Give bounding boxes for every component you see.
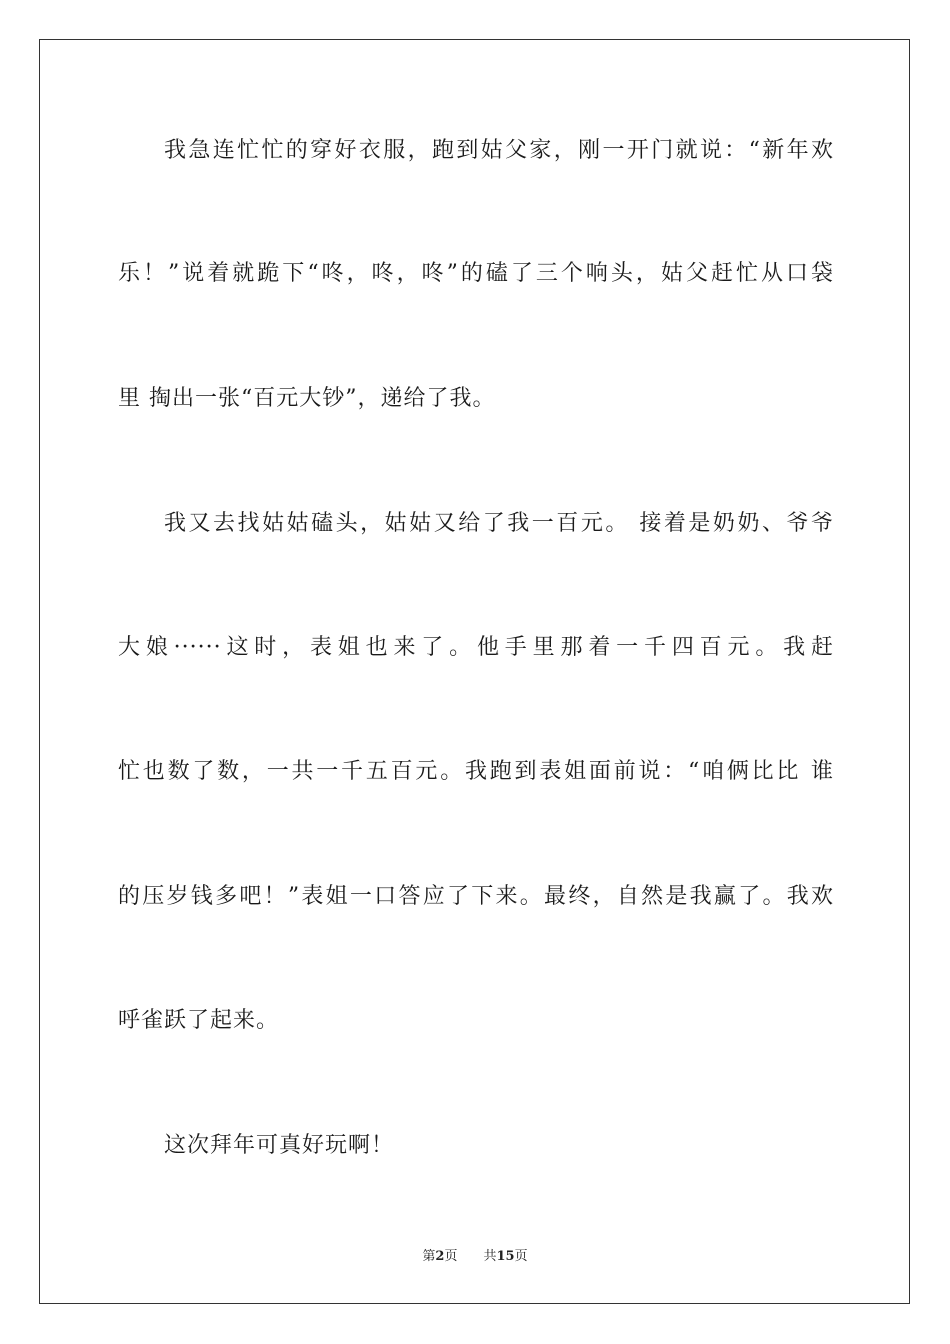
paragraph-2-line-2: 大娘······这时，表姐也来了。他手里那着一千四百元。我赶 xyxy=(118,635,834,660)
page-number: 2 xyxy=(435,1249,445,1264)
paragraph-2-line-4: 的压岁钱多吧！”表姐一口答应了下来。最终，自然是我赢了。我欢 xyxy=(118,884,834,909)
paragraph-1-line-2: 乐！”说着就跪下“咚，咚，咚”的磕了三个响头，姑父赶忙从口袋 xyxy=(118,261,834,286)
paragraph-2-line-5: 呼雀跃了起来。 xyxy=(118,1008,280,1033)
paragraph-2-line-1: 我又去找姑姑磕头，姑姑又给了我一百元。 接着是奶奶、爷爷 xyxy=(164,511,834,536)
page-footer xyxy=(0,1248,950,1266)
page-suffix: 页 xyxy=(444,1249,458,1264)
total-pages: 15 xyxy=(496,1249,515,1264)
page-prefix: 第 xyxy=(422,1249,436,1264)
paragraph-3-line-1: 这次拜年可真好玩啊！ xyxy=(164,1133,395,1158)
paragraph-1-line-3: 里 掏出一张“百元大钞”，递给了我。 xyxy=(118,386,496,411)
paragraph-1-line-1: 我急连忙忙的穿好衣服，跑到姑父家，刚一开门就说：“新年欢 xyxy=(164,138,834,163)
total-prefix: 共 xyxy=(483,1249,497,1264)
total-suffix: 页 xyxy=(514,1249,528,1264)
paragraph-2-line-3: 忙也数了数，一共一千五百元。我跑到表姐面前说：“咱俩比比 谁 xyxy=(118,759,834,784)
page-border xyxy=(39,39,910,1304)
